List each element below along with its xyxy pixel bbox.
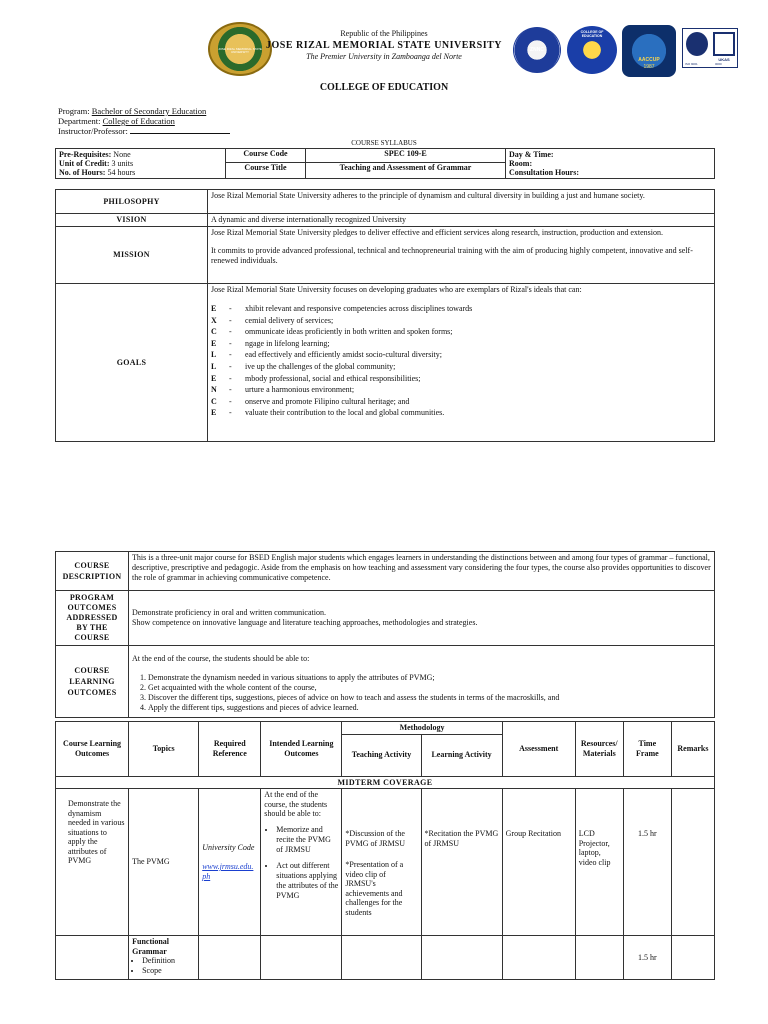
- prereq-value: None: [113, 150, 131, 159]
- ilo-item: • Act out different situations applying the attributes of the PVMG: [276, 861, 338, 901]
- program-outcomes-label: PROGRAM OUTCOMES ADDRESSED BY THE COURSE: [56, 591, 129, 646]
- iso-code: ISO 9001: [685, 62, 698, 66]
- row1-ilo-list: [276, 825, 338, 901]
- philosophy-label: PHILOSOPHY: [56, 190, 208, 214]
- hours-label: No. of Hours:: [59, 168, 106, 177]
- row1-ilo-intro: At the end of the course, the students should be able to:: [264, 790, 328, 818]
- row2-topic: [129, 936, 199, 980]
- clo-item: 1. Demonstrate the dynamism needed in various situations to apply the attributes of PVMG;: [148, 673, 711, 683]
- col-header-topics: Topics: [129, 722, 199, 777]
- college-title: COLLEGE OF EDUCATION: [319, 82, 449, 93]
- prereq-label: Pre-Requisites:: [59, 150, 112, 159]
- row1-ilo: [261, 789, 342, 936]
- republic-line: Republic of the Philippines: [340, 29, 428, 38]
- clo-list: [148, 673, 711, 713]
- room-label: Room:: [509, 159, 533, 168]
- row2-remarks: [671, 936, 714, 980]
- university-tagline: The Premier University in Zamboanga del Norte: [306, 52, 462, 61]
- row2-teaching: [342, 936, 421, 980]
- col-header-clo: Course Learning Outcomes: [56, 722, 129, 777]
- program-line: [58, 106, 206, 116]
- row2-topic-title: Functional Grammar: [132, 937, 170, 956]
- units-label: Unit of Credit:: [59, 159, 110, 168]
- goals-label: GOALS: [56, 284, 208, 442]
- clo-item: 4. Apply the different tips, suggestions and pieces of advice learned.: [148, 703, 711, 713]
- row2-learning: [421, 936, 502, 980]
- goals-intro: Jose Rizal Memorial State University focuses on developing graduates who are exemplars of Rizal's ideals that can:: [211, 285, 582, 294]
- program-outcome-2: Show competence on innovative language and literature teaching approaches, methodologies and strategies.: [132, 618, 478, 627]
- ilo-item: • Memorize and recite the PVMG of JRMSU: [276, 825, 338, 855]
- goal-item: E - valuate their contribution to the local and global communities.: [211, 408, 445, 418]
- row1-time: 1.5 hr: [623, 789, 671, 936]
- schedule-cell: [506, 149, 715, 179]
- ukas-label: UKAS: [718, 57, 730, 62]
- vision-label: VISION: [56, 214, 208, 227]
- goal-item: L - ive up the challenges of the global community;: [211, 361, 396, 371]
- col-header-learning: Learning Activity: [421, 734, 502, 776]
- course-info-table: [55, 148, 715, 179]
- row2-resources: [575, 936, 623, 980]
- row1-resources: LCD Projector, laptop, video clip: [575, 789, 623, 936]
- iso-mark-icon: [686, 32, 708, 56]
- aaccup-label: AACCUP: [638, 57, 660, 63]
- vmg-table: [55, 189, 715, 442]
- university-name: JOSE RIZAL MEMORIAL STATE UNIVERSITY: [265, 40, 502, 51]
- vision-text: A dynamic and diverse internationally recognized University: [208, 214, 715, 227]
- row1-assessment: Group Recitation: [502, 789, 575, 936]
- row2-topic-list: [142, 956, 195, 976]
- program-outcome-1: Demonstrate proficiency in oral and written communication.: [132, 608, 326, 617]
- row1-reference: [199, 789, 261, 936]
- col-header-remarks: Remarks: [671, 722, 714, 777]
- course-basics-cell: [56, 149, 226, 179]
- clo-item: 2. Get acquainted with the whole content of the course,: [148, 683, 711, 693]
- goal-item: E - ngage in lifelong learning;: [211, 338, 330, 348]
- course-description-text: This is a three-unit major course for BSED English major students which engages learners in understanding the distinctions between and among four types of grammar – functional, descriptive, prescriptive and pedagogic. Aside from the emphasis on how teaching and assessment vary considering the four types, the course also provides opportunities to discover the role of grammar in achieving communicative competence.: [129, 552, 715, 591]
- ukas-code: 0000: [715, 62, 722, 66]
- goal-item: N - urture a harmonious environment;: [211, 385, 355, 395]
- instructor-label: Instructor/Professor:: [58, 126, 131, 136]
- department-label: Department:: [58, 116, 103, 126]
- goals-text: [208, 284, 715, 442]
- college-of-education-logo: [567, 26, 617, 74]
- syllabus-title: COURSE SYLLABUS: [351, 139, 417, 147]
- mission-text: [208, 227, 715, 284]
- goal-item: C - onserve and promote Filipino cultural heritage; and: [211, 396, 410, 406]
- aaccup-year: 1987: [643, 64, 655, 70]
- col-header-teaching: Teaching Activity: [342, 734, 421, 776]
- course-learning-outcomes-text: [129, 646, 715, 718]
- consultation-label: Consultation Hours:: [509, 168, 580, 177]
- course-code-title-values: [306, 149, 506, 179]
- row1-reference-code: University Code: [202, 843, 255, 852]
- goal-item: E - mbody professional, social and ethical responsibilities;: [211, 373, 421, 383]
- row2-assessment: [502, 936, 575, 980]
- row1-clo: Demonstrate the dynamism needed in various situations to apply the attributes of PVMG: [56, 789, 129, 936]
- accreditation-logo-1: [513, 27, 561, 73]
- col-header-reference: Required Reference: [199, 722, 261, 777]
- instructor-line: [58, 126, 230, 136]
- row1-teaching-2: *Presentation of a video clip of JRMSU's achievements and challenges for the students: [345, 860, 404, 917]
- row1-learning: *Recitation the PVMG of JRMSU: [421, 789, 502, 936]
- goal-item: L - ead effectively and efficiently amidst socio-cultural diversity;: [211, 350, 442, 360]
- course-code-value: SPEC 109-E: [306, 149, 505, 163]
- aaccup-logo: [622, 25, 676, 77]
- col-header-resources: Resources/ Materials: [575, 722, 623, 777]
- goals-list: [211, 303, 711, 419]
- row2-reference: [199, 936, 261, 980]
- course-code-title-labels: [226, 149, 306, 179]
- philosophy-text: Jose Rizal Memorial State University adheres to the principle of dynamism and cultural diversity in building a just and humane society.: [208, 190, 715, 214]
- course-learning-outcomes-label: COURSE LEARNING OUTCOMES: [56, 646, 129, 718]
- ukas-crown-icon: [713, 32, 735, 56]
- clo-item: 3. Discover the different tips, suggestions, pieces of advice on how to teach and assess the students in terms of the macroskills, and: [148, 693, 711, 703]
- university-website-link[interactable]: www.jrmsu.edu.ph: [202, 862, 254, 881]
- mission-paragraph-2: It commits to provide advanced professional, technical and technopreneurial training with the aim of producing highly competent, innovative and self-renewed individuals.: [211, 246, 693, 265]
- course-title-value: Teaching and Assessment of Grammar: [339, 163, 472, 172]
- col-header-time: Time Frame: [623, 722, 671, 777]
- logo-1-text: ZNNC: [530, 47, 544, 53]
- course-code-label: Course Code: [226, 149, 305, 163]
- instructor-blank[interactable]: [130, 126, 230, 134]
- course-title-label: Course Title: [244, 163, 287, 172]
- row2-time: 1.5 hr: [623, 936, 671, 980]
- goal-item: C - ommunicate ideas proficiently in both written and spoken forms;: [211, 327, 453, 337]
- topic-item: • Definition: [142, 956, 195, 966]
- mission-label: MISSION: [56, 227, 208, 284]
- midterm-coverage-row: MIDTERM COVERAGE: [56, 776, 715, 789]
- units-value: 3 units: [111, 159, 134, 168]
- department-value: College of Education: [102, 116, 175, 126]
- learning-plan-table: [55, 721, 715, 980]
- clo-intro: At the end of the course, the students should be able to:: [132, 654, 310, 663]
- row2-ilo: [261, 936, 342, 980]
- day-time-label: Day & Time:: [509, 150, 554, 159]
- logo-2-text: COLLEGE OF EDUCATION: [580, 30, 604, 38]
- program-label: Program:: [58, 106, 92, 116]
- program-outcomes-text: [129, 591, 715, 646]
- department-line: [58, 116, 175, 126]
- row1-topic: The PVMG: [129, 789, 199, 936]
- row2-clo: [56, 936, 129, 980]
- row1-remarks: [671, 789, 714, 936]
- col-header-ilo: Intended Learning Outcomes: [261, 722, 342, 777]
- row1-teaching-1: *Discussion of the PVMG of JRMSU: [345, 829, 405, 848]
- mission-paragraph-1: Jose Rizal Memorial State University pledges to deliver effective and efficient services along research, instruction, production and extension.: [211, 228, 664, 237]
- goal-item: X - cemial delivery of services;: [211, 315, 334, 325]
- course-outcomes-table: [55, 551, 715, 718]
- row1-teaching: [342, 789, 421, 936]
- hours-value: 54 hours: [107, 168, 136, 177]
- course-description-label: COURSE DESCRIPTION: [56, 552, 129, 591]
- col-header-assessment: Assessment: [502, 722, 575, 777]
- seal-ring-text: JOSE RIZAL MEMORIAL STATE UNIVERSITY: [218, 47, 262, 54]
- topic-item: • Scope: [142, 966, 195, 976]
- col-header-methodology: Methodology: [342, 722, 502, 735]
- goal-item: E - xhibit relevant and responsive competencies across disciplines towards: [211, 304, 473, 313]
- iso-ukas-logo: [682, 28, 738, 68]
- program-value: Bachelor of Secondary Education: [91, 106, 207, 116]
